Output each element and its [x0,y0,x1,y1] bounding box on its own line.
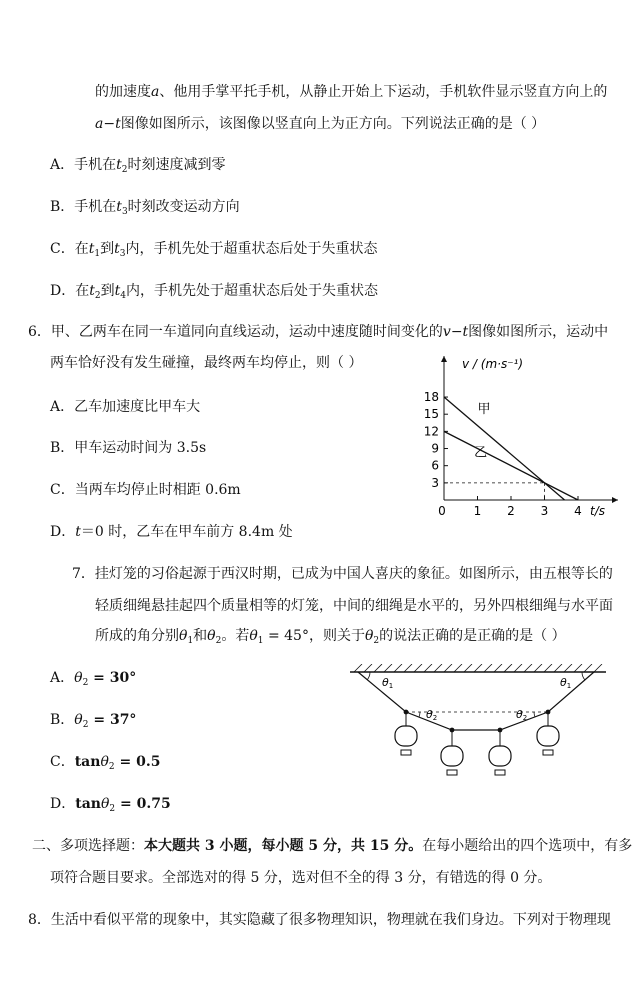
section2-line1 [32,836,632,856]
q7-option-d-theta: θ [100,796,110,812]
label-theta2-right: θ2 [516,708,528,722]
q7-option-c-sub: 2 [108,762,115,772]
q7-theta4: θ [364,628,374,644]
lantern-3 [489,730,511,775]
series-line-1 [444,431,578,500]
q7-option-b-prefix: B． [50,712,75,728]
q5-option-c-var2: t [114,241,120,257]
lantern-1 [395,712,417,755]
q7-option-d-sub: 2 [109,804,116,814]
section2-text-d: ，有多 [590,838,633,854]
q5-option-c-prefix: C．在 [50,241,89,257]
q6-line1-text-a: 6．甲、乙两车在同一车道同向直线运动，运动中速度随时间变化的 [28,324,443,340]
q5-option-c-var1: t [88,241,95,257]
section2-title: 二、多项选择题： [32,838,144,854]
q7-line3-text-e: 的说法正确的是正确的是（ ） [379,628,566,644]
q7-line3 [95,626,566,651]
q7-theta1-sub: 1 [187,636,194,646]
x-axis-label: t/s [590,504,605,518]
q7-line1: 7．挂灯笼的习俗起源于西汉时期，已成为中国人喜庆的象征。如图所示，由五根等长的 [72,566,613,582]
q5-line1-text-b: 、他用手掌平托手机，从静止开始上下运动，手机软件显示竖直方向上的 [159,84,608,100]
q7-option-c-text: = 0.5 [114,754,161,770]
q5-line1-text-a: 的加速度 [95,84,151,100]
q8-line1: 8．生活中看似平常的现象中，其实隐藏了很多物理知识，物理就在我们身边。下列对于物理现 [28,912,611,928]
q5-option-b-sub: 3 [121,207,128,217]
y-tick-label-6: 6 [431,458,439,473]
q5-option-c-mid: 到 [100,241,115,257]
q5-option-a-var: t [116,157,122,173]
lantern-rope [358,672,594,730]
y-tick-label-9: 9 [431,441,439,456]
label-theta2-left: θ2 [426,708,438,722]
q7-option-c-theta: θ [100,754,109,770]
series-label-1: 乙 [474,445,488,461]
section2-text-c: 在每小题给出的四个选项中 [422,838,591,854]
q7-option-a[interactable] [50,668,136,693]
q5-option-b[interactable] [50,197,240,222]
q5-option-c[interactable] [50,239,377,264]
q5-option-d-var2: t [114,283,121,299]
chart-series [444,397,578,500]
q7-option-d-prefix: D． [50,796,76,812]
q7-option-c[interactable] [50,752,160,777]
q7-line2: 轻质细绳悬挂起四个质量相等的灯笼，中间的细绳是水平的，另外四根细绳与水平面 [95,598,613,614]
q6-option-b[interactable]: B．甲车运动时间为 3.5s [50,440,207,456]
q7-theta3: θ [249,628,258,644]
q7-option-d-text: = 0.75 [115,796,171,812]
q7-line3-text-c: 。若 [221,628,250,644]
q7-option-d[interactable] [50,794,171,819]
q5-option-c-sub1: 1 [94,249,101,259]
q7-option-a-text: = 30° [88,670,137,686]
q5-option-d-sub2: 4 [120,291,126,301]
q5-option-c-text: 内，手机先处于超重状态后处于失重状态 [125,241,378,257]
q6-line1 [28,322,608,342]
q6-line1-text-b: 图像如图所示，运动中 [468,324,609,340]
q7-theta3-sub: 1 [257,636,264,646]
q6-option-d[interactable] [50,522,293,542]
q5-option-d-mid: 到 [100,283,115,299]
q5-option-a[interactable] [50,155,226,180]
q7-option-b-text: = 37° [88,712,137,728]
q7-line3-text-a: 所成的角分别 [95,628,179,644]
q7-option-d-fn: tan [75,796,101,812]
y-tick-label-3: 3 [431,475,439,490]
q5-option-c-sub2: 3 [119,249,126,259]
q5-option-a-text: 时刻速度减到零 [127,157,226,173]
y-tick-label-12: 12 [423,424,439,439]
q6-line2: 两车恰好没有发生碰撞，最终两车均停止，则（ ） [50,355,363,371]
lantern-4 [537,712,559,755]
x-tick-label-3: 3 [540,504,549,518]
q5-line1 [95,82,607,102]
q5-var-at: a−t [95,116,121,132]
x-tick-label-0: 0 [438,504,446,518]
q7-theta4-sub: 2 [373,636,380,646]
label-theta1-right: θ1 [560,676,572,690]
q5-var-a: a [151,84,160,100]
x-tick-label-1: 1 [473,504,482,518]
q6-option-d-var: t [75,524,81,540]
x-tick-label-4: 4 [574,504,582,518]
q7-option-a-sub: 2 [82,678,89,688]
q5-option-d-prefix: D．在 [50,283,90,299]
q7-option-c-prefix: C． [50,754,75,770]
section2-line2: 项符合题目要求。全部选对的得 5 分，选对但不全的得 3 分，有错选的得 0 分。 [50,870,552,886]
q7-line3-text-b: 和 [193,628,208,644]
q7-theta2-sub: 2 [215,636,222,646]
q5-option-d[interactable] [50,281,378,306]
q5-option-d-var1: t [89,283,95,299]
q5-option-b-prefix: B．手机在 [50,199,117,215]
q6-option-a[interactable]: A．乙车加速度比甲车大 [50,399,201,415]
chart-guides [444,483,545,500]
q7-option-a-prefix: A． [50,670,75,686]
q5-option-d-text: 内，手机先处于超重状态后处于失重状态 [125,283,378,299]
angle-arc-theta1-left [367,672,370,680]
lantern-2 [441,730,463,775]
q5-option-b-text: 时刻改变运动方向 [127,199,240,215]
ceiling [350,664,606,672]
q7-theta2: θ [207,628,216,644]
q6-option-d-text: ＝0 时，乙车在甲车前方 8.4m 处 [80,524,293,540]
y-axis-label: v / (m·s⁻¹) [462,357,524,371]
y-tick-label-18: 18 [423,390,439,405]
vt-chart [418,352,628,522]
angle-arc-theta2-right [534,712,535,717]
angle-arc-theta1-right [582,672,585,680]
label-theta1-left: θ1 [382,676,394,690]
lantern-diagram [348,664,610,784]
q7-option-b-sub: 2 [82,720,89,730]
series-label-0: 甲 [477,402,491,418]
q6-option-d-prefix: D． [50,524,76,540]
q7-option-b[interactable] [50,710,136,735]
q7-theta1: θ [179,628,188,644]
q5-option-a-sub: 2 [121,165,128,175]
q5-line2-text: 图像如图所示，该图像以竖直向上为正方向。下列说法正确的是（ ） [120,116,546,132]
x-ticks [438,496,582,518]
q5-option-d-sub1: 2 [94,291,101,301]
q5-option-b-var: t [116,199,122,215]
q7-option-a-theta: θ [74,670,83,686]
section2-scoring: 本大题共 3 小题，每小题 5 分，共 15 分。 [144,838,423,854]
x-tick-label-2: 2 [507,504,515,518]
q5-line2 [95,114,545,134]
q7-option-c-fn: tan [74,754,101,770]
q6-var-vt: v−t [442,324,469,340]
angle-arc-theta2-left [419,712,420,717]
q7-line3-text-d: = 45°，则关于 [263,628,365,644]
y-tick-label-15: 15 [423,407,439,422]
q6-option-c[interactable]: C．当两车均停止时相距 0.6m [50,482,241,498]
q5-option-a-prefix: A．手机在 [50,157,117,173]
q7-option-b-theta: θ [74,712,83,728]
